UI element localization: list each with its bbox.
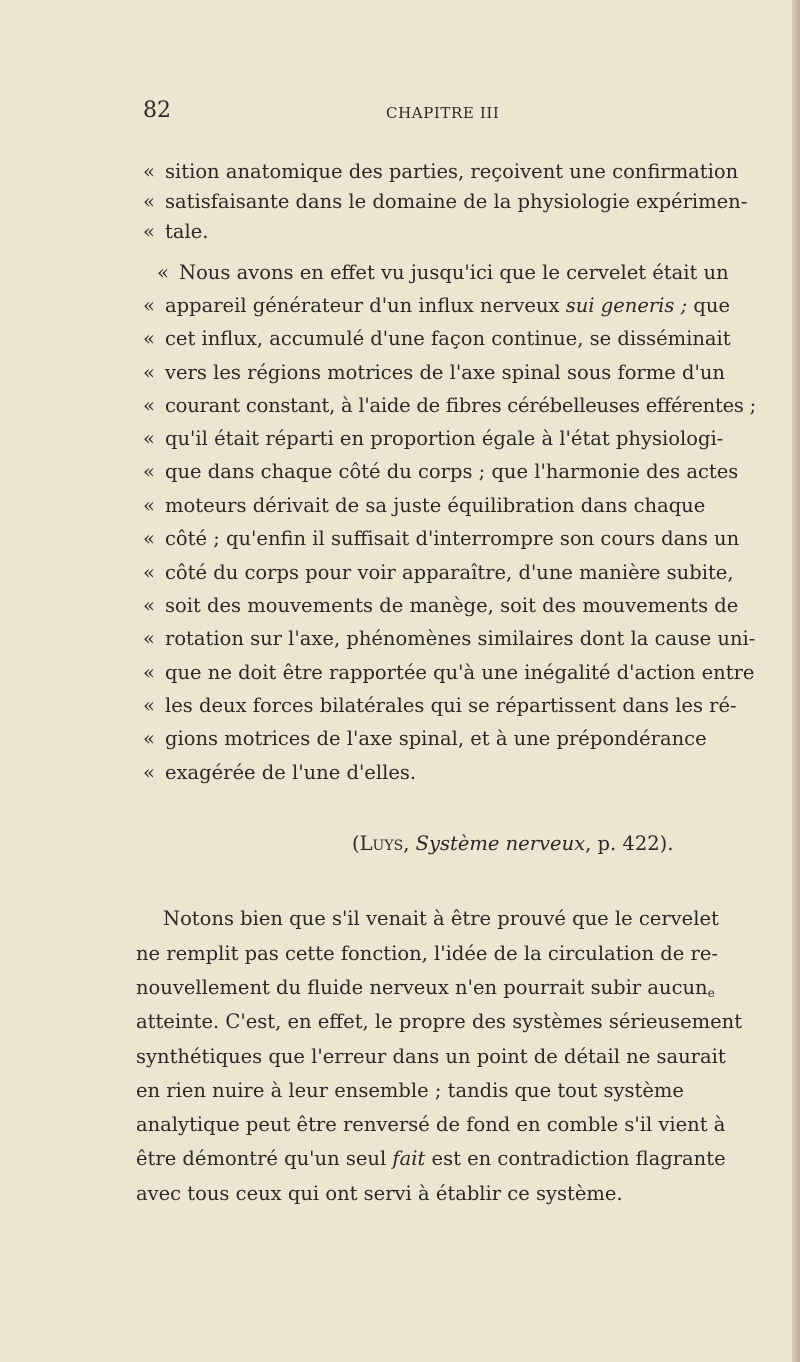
quote-line (143, 492, 755, 520)
guillemet: « (143, 527, 155, 550)
quote-line-text: côté du corps pour voir apparaître, d'une manière subite, (165, 561, 734, 584)
quote-line-text: rotation sur l'axe, phénomènes similaires dont la cause uni- (165, 627, 756, 650)
quote-line (143, 625, 755, 653)
page-edge (792, 0, 800, 1362)
quote-line (143, 425, 755, 453)
quote-line (143, 325, 755, 353)
citation-paren: ( (352, 832, 360, 855)
guillemet: « (143, 190, 155, 213)
quote-line-text: que dans chaque côté du corps ; que l'harmonie des actes (165, 460, 739, 483)
quote-line (143, 359, 755, 387)
quote-line (143, 218, 208, 246)
quote-line-text: soit des mouvements de manège, soit des mouvements de (165, 594, 739, 617)
quote-line (143, 725, 755, 753)
guillemet: « (143, 761, 155, 784)
quote-line (143, 458, 755, 486)
guillemet: « (143, 220, 155, 243)
emphasis-word: fait (392, 1147, 426, 1170)
paragraph-line-text: en rien nuire à leur ensemble ; tandis que tout système (136, 1079, 684, 1102)
paragraph-line-text: analytique peut être renversé de fond en comble s'il vient à (136, 1113, 726, 1136)
paragraph-line (136, 1180, 623, 1208)
paragraph-line (163, 905, 759, 933)
citation-separator: , (403, 832, 416, 855)
paragraph-line-text: synthétiques que l'erreur dans un point de détail ne saurait (136, 1045, 726, 1068)
citation (352, 832, 673, 855)
guillemet: « (143, 361, 155, 384)
quote-line-text: que ne doit être rapportée qu'à une inégalité d'action entre (165, 661, 755, 684)
paragraph-line (136, 940, 759, 968)
quote-line-text: côté ; qu'enfin il suffisait d'interrompre son cours dans un (165, 527, 740, 550)
quote-line-text: courant constant, à l'aide de fibres cérébelleuses efférentes ; (165, 394, 756, 417)
quote-line (143, 392, 755, 420)
guillemet: « (143, 661, 155, 684)
quote-line-text: exagérée de l'une d'elles. (165, 761, 417, 784)
page-number: 82 (143, 98, 171, 123)
guillemet: « (143, 427, 155, 450)
quote-line-text: tale. (165, 220, 209, 243)
quote-line-text: sition anatomique des parties, reçoivent une confirmation (165, 160, 739, 183)
running-header (143, 98, 759, 134)
quote-line-text: qu'il était réparti en proportion égale à l'état physiologi- (165, 427, 724, 450)
quote-line (143, 525, 755, 553)
quote-line-text: Nous avons en effet vu jusqu'ici que le cervelet était un (179, 261, 729, 284)
paragraph-line (136, 1145, 759, 1173)
latin-term: sui generis ; (565, 294, 688, 317)
quote-line-text: vers les régions motrices de l'axe spinal sous forme d'un (165, 361, 725, 384)
paragraph-line-text: ne remplit pas cette fonction, l'idée de la circulation de re- (136, 942, 718, 965)
quote-line-text: satisfaisante dans le domaine de la physiologie expérimen- (165, 190, 748, 213)
paragraph-line-text: est en contradiction flagrante (425, 1147, 726, 1170)
guillemet: « (143, 494, 155, 517)
citation-title: Système nerveux (415, 832, 586, 855)
paragraph-line (136, 1077, 759, 1105)
guillemet: « (143, 394, 155, 417)
guillemet: « (143, 561, 155, 584)
quote-line-text: gions motrices de l'axe spinal, et à une prépondérance (165, 727, 707, 750)
guillemet: « (143, 294, 155, 317)
citation-author: Luys (359, 832, 404, 855)
quote-line-text: moteurs dérivait de sa juste équilibration dans chaque (165, 494, 706, 517)
quote-line-text: appareil générateur d'un influx nerveux (165, 294, 566, 317)
quote-line-text: que (687, 294, 730, 317)
quote-line (143, 259, 755, 287)
paragraph-line (136, 974, 759, 1002)
paragraph-line (136, 1043, 759, 1071)
quote-line (143, 692, 755, 720)
quote-line (143, 759, 416, 787)
quote-line (143, 188, 755, 216)
paragraph-line-text: avec tous ceux qui ont servi à établir ce système. (136, 1182, 623, 1205)
guillemet: « (143, 594, 155, 617)
guillemet: « (143, 460, 155, 483)
chapter-title: CHAPITRE III (386, 104, 500, 122)
citation-page: , p. 422). (585, 832, 674, 855)
paragraph-line-text: nouvellement du fluide nerveux n'en pourrait subir aucun (136, 976, 708, 999)
guillemet: « (143, 327, 155, 350)
quote-line (143, 158, 755, 186)
quote-line (143, 592, 755, 620)
guillemet: « (157, 261, 169, 284)
guillemet: « (143, 727, 155, 750)
paragraph-line (136, 1008, 759, 1036)
paragraph-line-text: Notons bien que s'il venait à être prouvé que le cervelet (163, 907, 719, 930)
quote-line (143, 559, 755, 587)
guillemet: « (143, 627, 155, 650)
paragraph-line-text: atteinte. C'est, en effet, le propre des systèmes sérieusement (136, 1010, 743, 1033)
guillemet: « (143, 694, 155, 717)
quote-line-text: les deux forces bilatérales qui se répartissent dans les ré- (165, 694, 737, 717)
quote-line (143, 659, 755, 687)
quote-line-text: cet influx, accumulé d'une façon continue, se disséminait (165, 327, 731, 350)
guillemet: « (143, 160, 155, 183)
paragraph-line-text: être démontré qu'un seul (136, 1147, 393, 1170)
paragraph-line (136, 1111, 759, 1139)
misprinted-letter: e (707, 986, 715, 1000)
quote-line (143, 292, 755, 320)
